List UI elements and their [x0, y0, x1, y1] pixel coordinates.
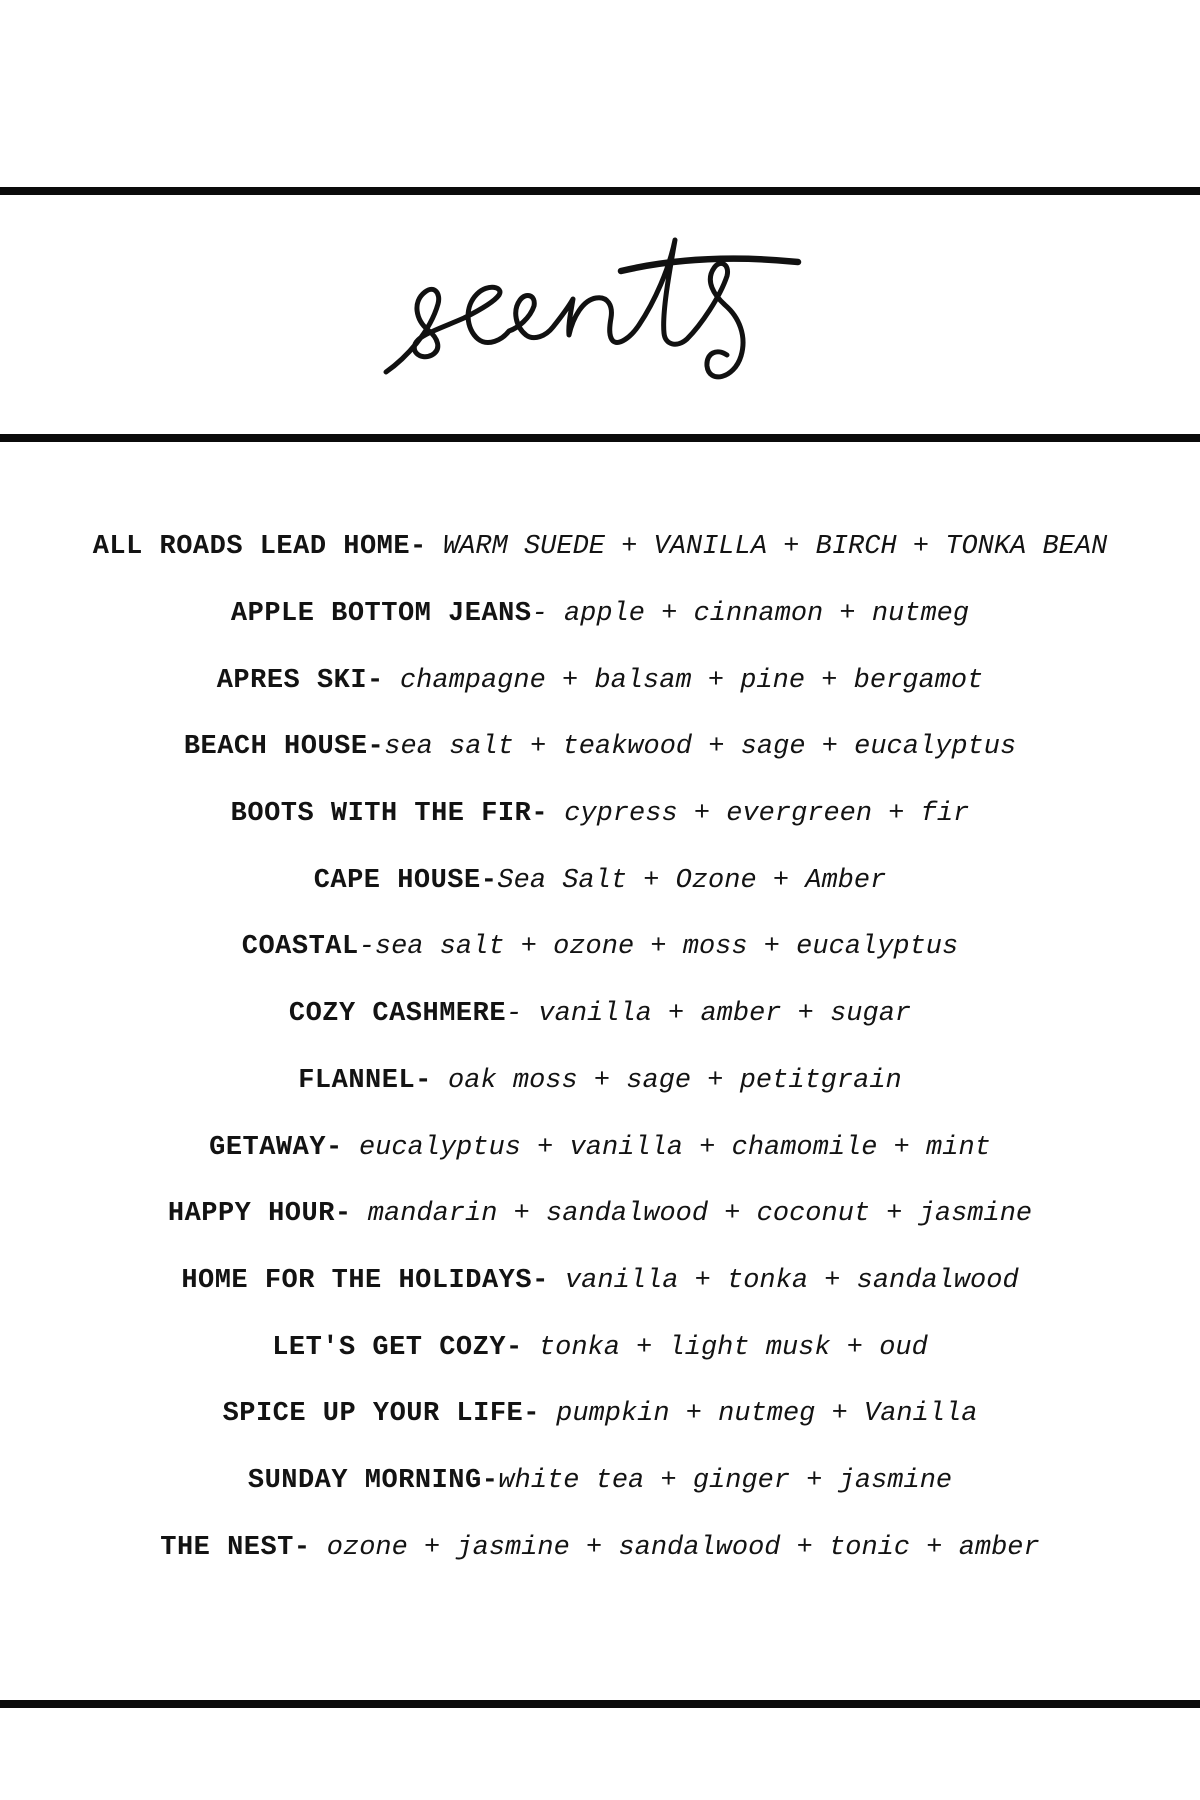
scent-notes: white tea + ginger + jasmine — [498, 1465, 953, 1496]
scent-notes: cypress + evergreen + fir — [548, 799, 970, 830]
scent-item — [0, 1381, 1200, 1448]
bottom-divider — [0, 1700, 1200, 1708]
scent-name: ALL ROADS LEAD HOME- — [92, 532, 427, 563]
scent-item — [0, 1248, 1200, 1315]
page-title — [368, 222, 808, 412]
scent-item — [0, 781, 1200, 848]
scent-notes: sea salt + teakwood + sage + eucalyptus — [384, 732, 1017, 763]
scent-name: THE NEST- — [160, 1532, 311, 1563]
scent-notes: mandarin + sandalwood + coconut + jasmine — [351, 1199, 1033, 1230]
scent-name: LET'S GET COZY- — [272, 1332, 523, 1363]
scent-item — [0, 581, 1200, 648]
scent-name: CAPE HOUSE- — [313, 865, 498, 896]
scent-notes: WARM SUEDE + VANILLA + BIRCH + TONKA BEAN — [426, 532, 1108, 563]
scent-name: BOOTS WITH THE FIR- — [230, 799, 549, 830]
title-underline-divider — [0, 434, 1200, 442]
scent-name: HOME FOR THE HOLIDAYS- — [181, 1265, 549, 1296]
scent-item — [0, 1048, 1200, 1115]
scent-item — [0, 914, 1200, 981]
scent-name: APRES SKI- — [216, 665, 384, 696]
scent-notes: vanilla + tonka + sandalwood — [548, 1265, 1019, 1296]
scent-notes: champagne + balsam + pine + bergamot — [383, 665, 984, 696]
scent-name: SUNDAY MORNING- — [247, 1465, 499, 1496]
scent-name: HAPPY HOUR- — [167, 1199, 352, 1230]
scent-item — [0, 1181, 1200, 1248]
scents-script-lettering — [368, 222, 808, 412]
scent-notes: -sea salt + ozone + moss + eucalyptus — [358, 932, 959, 963]
scent-name: SPICE UP YOUR LIFE- — [222, 1399, 540, 1430]
scent-item — [0, 1314, 1200, 1381]
scent-item — [0, 1514, 1200, 1581]
scent-notes: ozone + jasmine + sandalwood + tonic + amber — [310, 1532, 1040, 1563]
scent-notes: pumpkin + nutmeg + Vanilla — [539, 1399, 978, 1430]
scent-notes: eucalyptus + vanilla + chamomile + mint — [342, 1132, 991, 1163]
scent-item — [0, 714, 1200, 781]
scent-item — [0, 847, 1200, 914]
scent-name: COZY CASHMERE — [288, 999, 507, 1030]
scent-item — [0, 514, 1200, 581]
scent-item — [0, 1448, 1200, 1515]
top-divider — [0, 187, 1200, 195]
scent-list — [0, 514, 1200, 1581]
scent-name: COASTAL — [241, 932, 359, 963]
scent-notes: - apple + cinnamon + nutmeg — [531, 599, 970, 630]
scent-notes: oak moss + sage + petitgrain — [431, 1065, 902, 1096]
scent-item — [0, 647, 1200, 714]
scent-name: BEACH HOUSE- — [183, 732, 385, 763]
scent-notes: tonka + light musk + oud — [522, 1332, 928, 1363]
scent-name: FLANNEL- — [298, 1065, 432, 1096]
scent-item — [0, 1114, 1200, 1181]
scent-notes: Sea Salt + Ozone + Amber — [497, 865, 887, 896]
scent-item — [0, 981, 1200, 1048]
scent-name: GETAWAY- — [209, 1132, 343, 1163]
scent-name: APPLE BOTTOM JEANS — [230, 599, 532, 630]
scent-notes: - vanilla + amber + sugar — [506, 999, 912, 1030]
